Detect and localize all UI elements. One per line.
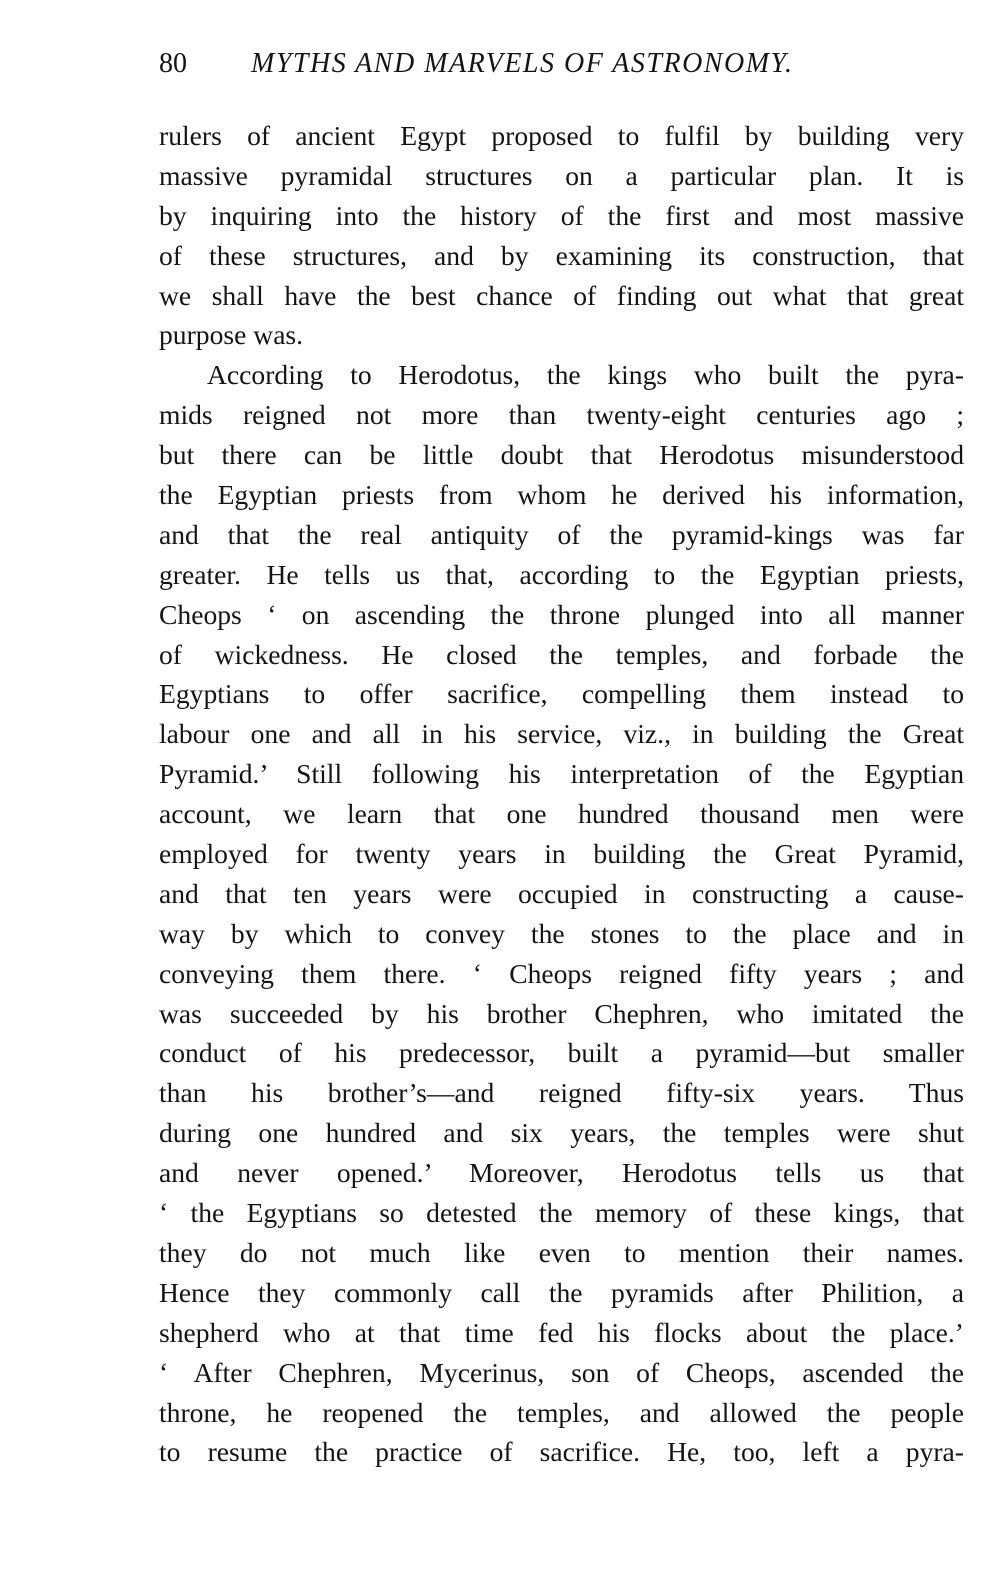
text-line: the Egyptian priests from whom he derived his information, bbox=[159, 479, 964, 511]
text-line: massive pyramidal structures on a particular plan. It is bbox=[159, 159, 964, 191]
text-line: ‘ the Egyptians so detested the memory of these kings, that bbox=[159, 1197, 964, 1229]
running-title: MYTHS AND MARVELS OF ASTRONOMY. bbox=[251, 48, 794, 79]
text-line: greater. He tells us that, according to the Egyptian priests, bbox=[159, 558, 964, 590]
text-line: conduct of his predecessor, built a pyramid—but smaller bbox=[159, 1037, 964, 1069]
text-line: According to Herodotus, the kings who built the pyra- bbox=[207, 359, 964, 391]
text-line: than his brother’s—and reigned fifty-six years. Thus bbox=[159, 1077, 964, 1109]
text-line: Hence they commonly call the pyramids after Philition, a bbox=[159, 1276, 964, 1308]
text-line: labour one and all in his service, viz., in building the Great bbox=[159, 718, 964, 750]
text-line: by inquiring into the history of the first and most massive bbox=[159, 199, 964, 231]
text-line: purpose was. bbox=[159, 319, 304, 351]
running-head bbox=[159, 44, 964, 84]
text-line: Egyptians to offer sacrifice, compelling them instead to bbox=[159, 678, 964, 710]
text-line: was succeeded by his brother Chephren, who imitated the bbox=[159, 997, 964, 1029]
body-text bbox=[159, 116, 964, 1472]
text-line: we shall have the best chance of finding out what that great bbox=[159, 279, 964, 311]
text-line: ‘ After Chephren, Mycerinus, son of Cheops, ascended the bbox=[159, 1356, 964, 1388]
text-line: to resume the practice of sacrifice. He, too, left a pyra- bbox=[159, 1436, 964, 1468]
text-line: rulers of ancient Egypt proposed to fulfil by building very bbox=[159, 120, 964, 151]
text-line: of these structures, and by examining its construction, that bbox=[159, 239, 964, 271]
text-line: shepherd who at that time fed his flocks about the place.’ bbox=[159, 1316, 964, 1348]
text-line: and never opened.’ Moreover, Herodotus tells us that bbox=[159, 1157, 964, 1189]
text-line: Cheops ‘ on ascending the throne plunged into all manner bbox=[159, 598, 964, 630]
text-line: and that the real antiquity of the pyramid-kings was far bbox=[159, 518, 964, 550]
text-line: and that ten years were occupied in constructing a cause- bbox=[159, 877, 964, 909]
text-line: way by which to convey the stones to the place and in bbox=[159, 917, 964, 949]
text-line: during one hundred and six years, the temples were shut bbox=[159, 1117, 964, 1149]
text-line: mids reigned not more than twenty-eight centuries ago ; bbox=[159, 399, 964, 431]
text-line: Pyramid.’ Still following his interpretation of the Egyptian bbox=[159, 758, 964, 790]
page-number: 80 bbox=[159, 48, 187, 79]
text-line: throne, he reopened the temples, and allowed the people bbox=[159, 1396, 964, 1428]
text-line: conveying them there. ‘ Cheops reigned fifty years ; and bbox=[159, 957, 964, 989]
text-line: of wickedness. He closed the temples, and forbade the bbox=[159, 638, 964, 670]
text-line: account, we learn that one hundred thousand men were bbox=[159, 798, 964, 830]
text-line: but there can be little doubt that Herodotus misunderstood bbox=[159, 439, 964, 471]
text-line: employed for twenty years in building the Great Pyramid, bbox=[159, 838, 964, 870]
text-line: they do not much like even to mention their names. bbox=[159, 1236, 964, 1268]
